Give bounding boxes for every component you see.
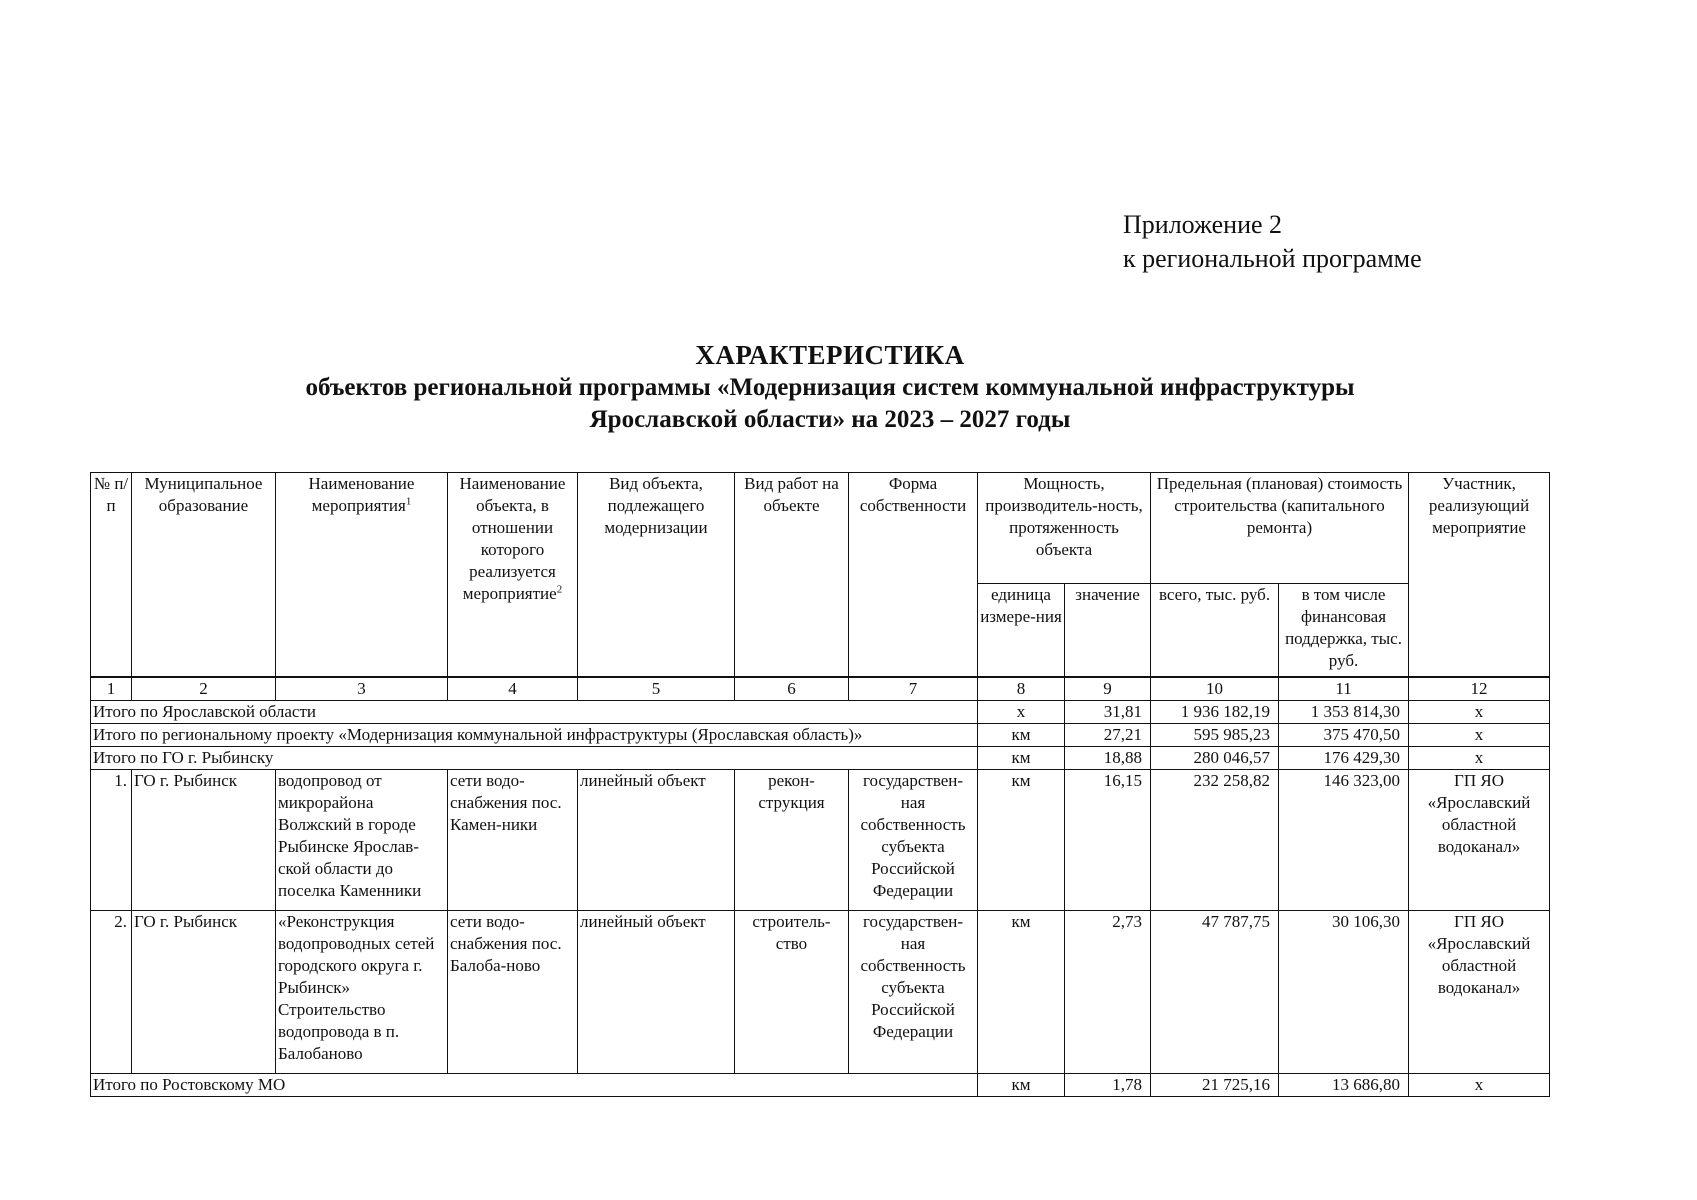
header-object-name — [448, 473, 578, 678]
row-measure: «Реконструкция водопроводных сетей городского округа г. Рыбинск» Строительство водопровода в п. Балобаново — [276, 911, 448, 1074]
row-num: 2. — [91, 911, 132, 1074]
summary-row-rostov — [91, 1074, 1550, 1097]
title-line-2: объектов региональной программы «Модернизация систем коммунальной инфраструктуры — [305, 374, 1355, 401]
summary-total: 280 046,57 — [1151, 747, 1279, 770]
row-work-type: строитель-ство — [735, 911, 849, 1074]
header-object-name-text: Наименование объекта, в отношении которого реализуется мероприятие — [459, 474, 566, 603]
row-ownership: государствен-ная собственность субъекта Российской Федерации — [849, 770, 978, 911]
row-municipality: ГО г. Рыбинск — [132, 911, 276, 1074]
row-unit: км — [978, 911, 1065, 1074]
objects-table — [90, 472, 1550, 1097]
header-row-1 — [91, 473, 1550, 584]
row-participant: ГП ЯО «Ярославский областной водоканал» — [1409, 770, 1550, 911]
column-number: 8 — [978, 677, 1065, 701]
row-value: 2,73 — [1065, 911, 1151, 1074]
summary-row-region — [91, 701, 1550, 724]
header-value: значение — [1065, 584, 1151, 678]
row-total: 47 787,75 — [1151, 911, 1279, 1074]
summary-row-project — [91, 724, 1550, 747]
summary-unit: х — [978, 701, 1065, 724]
row-num: 1. — [91, 770, 132, 911]
appendix-caption — [1123, 208, 1422, 276]
header-object-type: Вид объекта, подлежащего модернизации — [578, 473, 735, 678]
summary-support: 375 470,50 — [1279, 724, 1409, 747]
column-number: 2 — [132, 677, 276, 701]
header-total: всего, тыс. руб. — [1151, 584, 1279, 678]
summary-total: 1 936 182,19 — [1151, 701, 1279, 724]
summary-support: 1 353 814,30 — [1279, 701, 1409, 724]
row-object-name: сети водо-снабжения пос. Балоба-ново — [448, 911, 578, 1074]
summary-label: Итого по региональному проекту «Модернизация коммунальной инфраструктуры (Ярославская область)» — [91, 724, 978, 747]
column-number: 9 — [1065, 677, 1151, 701]
footer-unit: км — [978, 1074, 1065, 1097]
header-capacity: Мощность, производитель-ность, протяженность объекта — [978, 473, 1151, 584]
summary-participant: х — [1409, 724, 1550, 747]
summary-value: 27,21 — [1065, 724, 1151, 747]
footer-participant: х — [1409, 1074, 1550, 1097]
summary-label: Итого по Ярославской области — [91, 701, 978, 724]
header-num: № п/п — [91, 473, 132, 678]
table-row — [91, 770, 1550, 911]
header-unit: единица измере-ния — [978, 584, 1065, 678]
summary-row-rybinsk — [91, 747, 1550, 770]
header-ownership: Форма собственности — [849, 473, 978, 678]
summary-total: 595 985,23 — [1151, 724, 1279, 747]
row-object-type: линейный объект — [578, 770, 735, 911]
row-measure: водопровод от микрорайона Волжский в городе Рыбинске Ярослав-ской области до поселка Каменники — [276, 770, 448, 911]
table-row — [91, 911, 1550, 1074]
summary-support: 176 429,30 — [1279, 747, 1409, 770]
row-object-name: сети водо-снабжения пос. Камен-ники — [448, 770, 578, 911]
summary-unit: км — [978, 724, 1065, 747]
footer-label: Итого по Ростовскому МО — [91, 1074, 978, 1097]
footer-value: 1,78 — [1065, 1074, 1151, 1097]
header-cost: Предельная (плановая) стоимость строительства (капитального ремонта) — [1151, 473, 1409, 584]
header-measure-footnote: 1 — [405, 495, 412, 508]
column-number: 7 — [849, 677, 978, 701]
summary-participant: х — [1409, 701, 1550, 724]
column-number: 3 — [276, 677, 448, 701]
row-unit: км — [978, 770, 1065, 911]
column-number: 10 — [1151, 677, 1279, 701]
row-work-type: рекон-струкция — [735, 770, 849, 911]
row-municipality: ГО г. Рыбинск — [132, 770, 276, 911]
row-total: 232 258,82 — [1151, 770, 1279, 911]
header-work-type: Вид работ на объекте — [735, 473, 849, 678]
summary-value: 18,88 — [1065, 747, 1151, 770]
column-number: 5 — [578, 677, 735, 701]
title-heading: ХАРАКТЕРИСТИКА — [695, 340, 965, 370]
footer-total: 21 725,16 — [1151, 1074, 1279, 1097]
header-participant: Участник, реализующий мероприятие — [1409, 473, 1550, 678]
header-support: в том числе финансовая поддержка, тыс. руб. — [1279, 584, 1409, 678]
row-support: 30 106,30 — [1279, 911, 1409, 1074]
summary-unit: км — [978, 747, 1065, 770]
summary-label: Итого по ГО г. Рыбинску — [91, 747, 978, 770]
column-number-row — [91, 677, 1550, 701]
column-number: 4 — [448, 677, 578, 701]
row-participant: ГП ЯО «Ярославский областной водоканал» — [1409, 911, 1550, 1074]
column-number: 6 — [735, 677, 849, 701]
header-measure — [276, 473, 448, 678]
row-support: 146 323,00 — [1279, 770, 1409, 911]
document-title — [0, 338, 1660, 436]
footer-support: 13 686,80 — [1279, 1074, 1409, 1097]
column-number: 12 — [1409, 677, 1550, 701]
row-value: 16,15 — [1065, 770, 1151, 911]
header-municipality: Муниципальное образование — [132, 473, 276, 678]
appendix-line-1: Приложение 2 — [1123, 210, 1283, 239]
summary-participant: х — [1409, 747, 1550, 770]
row-ownership: государствен-ная собственность субъекта Российской Федерации — [849, 911, 978, 1074]
summary-value: 31,81 — [1065, 701, 1151, 724]
title-line-3: Ярославской области» на 2023 – 2027 годы — [589, 406, 1071, 433]
header-measure-text: Наименование мероприятия — [308, 474, 415, 515]
row-object-type: линейный объект — [578, 911, 735, 1074]
appendix-line-2: к региональной программе — [1123, 244, 1422, 273]
column-number: 11 — [1279, 677, 1409, 701]
column-number: 1 — [91, 677, 132, 701]
header-object-footnote: 2 — [556, 583, 563, 596]
